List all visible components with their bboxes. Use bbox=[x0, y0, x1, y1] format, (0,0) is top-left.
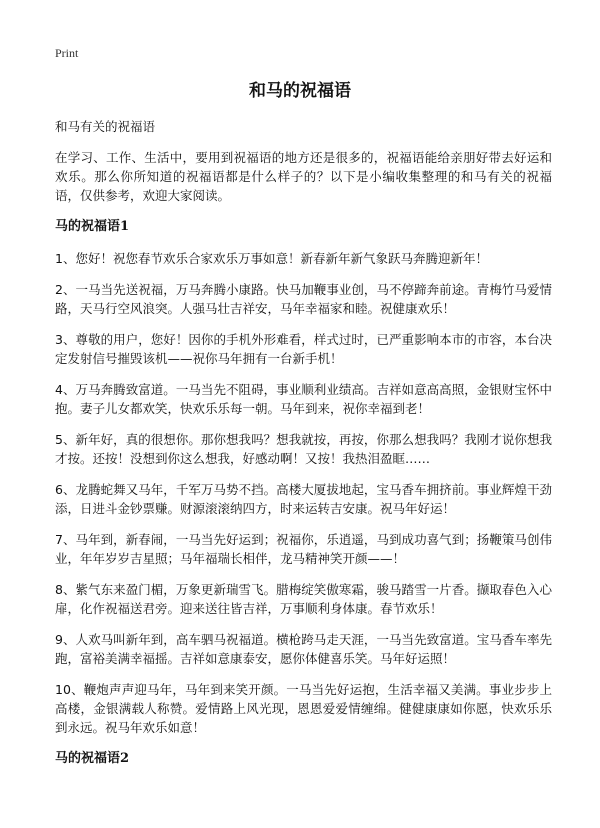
section-heading-1: 马的祝福语1 bbox=[55, 219, 130, 234]
blessing-item: 7、马年到，新春闹，一马当先好运到；祝福你，乐逍遥，马到成功喜气到；扬鞭策马创伟业，年年岁岁吉星照；马年福瑞长相伴，龙马精神笑开颜——！ bbox=[55, 532, 552, 566]
blessing-item: 9、人欢马叫新年到，高车驷马祝福道。横枪跨马走天涯，一马当先致富道。宝马香车率先跑，富裕美满幸福摇。吉祥如意康泰安，愿你体健喜乐笑。马年好运照！ bbox=[55, 632, 552, 666]
blessing-item: 6、龙腾蛇舞又马年，千军万马势不挡。高楼大厦拔地起，宝马香车拥挤前。事业辉煌干劲添，日进斗金钞票赚。财源滚滚纳四方，时来运转吉安康。祝马年好运！ bbox=[55, 482, 552, 516]
blessing-item: 5、新年好，真的很想你。那你想我吗？想我就按，再按，你那么想我吗？我刚才说你想我才按。还按！没想到你这么想我，好感动啊！又按！我热泪盈眶…… bbox=[55, 432, 552, 466]
blessing-item: 4、万马奔腾致富道。一马当先不阻碍，事业顺利业绩高。吉祥如意高高照，金银财宝怀中抱。妻子儿女都欢笑，快欢乐乐每一朝。马年到来，祝你幸福到老！ bbox=[55, 382, 552, 416]
print-link[interactable]: Print bbox=[55, 46, 79, 60]
document-title: 和马的祝福语 bbox=[249, 81, 351, 101]
blessing-item: 10、鞭炮声声迎马年，马年到来笑开颜。一马当先好运抱，生活幸福又美满。事业步步上高楼，金银满载人称赞。爱情路上风光现，恩恩爱爱情缠绵。健健康康如你愿，快欢乐乐到永远。祝马年欢乐如意！ bbox=[55, 682, 552, 735]
blessing-item: 1、您好！祝您春节欢乐合家欢乐万事如意！新春新年新气象跃马奔腾迎新年！ bbox=[55, 251, 488, 266]
section-heading-2: 马的祝福语2 bbox=[55, 751, 130, 766]
blessing-item: 3、尊敬的用户，您好！因你的手机外形难看，样式过时，已严重影响本市的市容，本台决定发射信号摧毁该机——祝你马年拥有一台新手机！ bbox=[55, 332, 552, 366]
blessing-item: 2、一马当先送祝福，万马奔腾小康路。快马加鞭事业创，马不停蹄奔前途。青梅竹马爱情路，天马行空风浪突。人强马壮吉祥安，马年幸福家和睦。祝健康欢乐！ bbox=[55, 282, 552, 316]
intro-paragraph: 在学习、工作、生活中，要用到祝福语的地方还是很多的，祝福语能给亲朋好带去好运和欢乐。那么你所知道的祝福语都是什么样子的？以下是小编收集整理的和马有关的祝福语，仅供参考，欢迎大家阅读。 bbox=[55, 150, 552, 203]
document-body bbox=[55, 118, 552, 781]
document-subtitle: 和马有关的祝福语 bbox=[55, 119, 156, 134]
blessing-item: 8、紫气东来盈门楣，万象更新瑞雪飞。腊梅绽笑傲寒霜，骏马踏雪一片香。撷取春色入心扉，化作祝福送君旁。迎来送往皆吉祥，万事顺利身体康。春节欢乐！ bbox=[55, 582, 552, 616]
